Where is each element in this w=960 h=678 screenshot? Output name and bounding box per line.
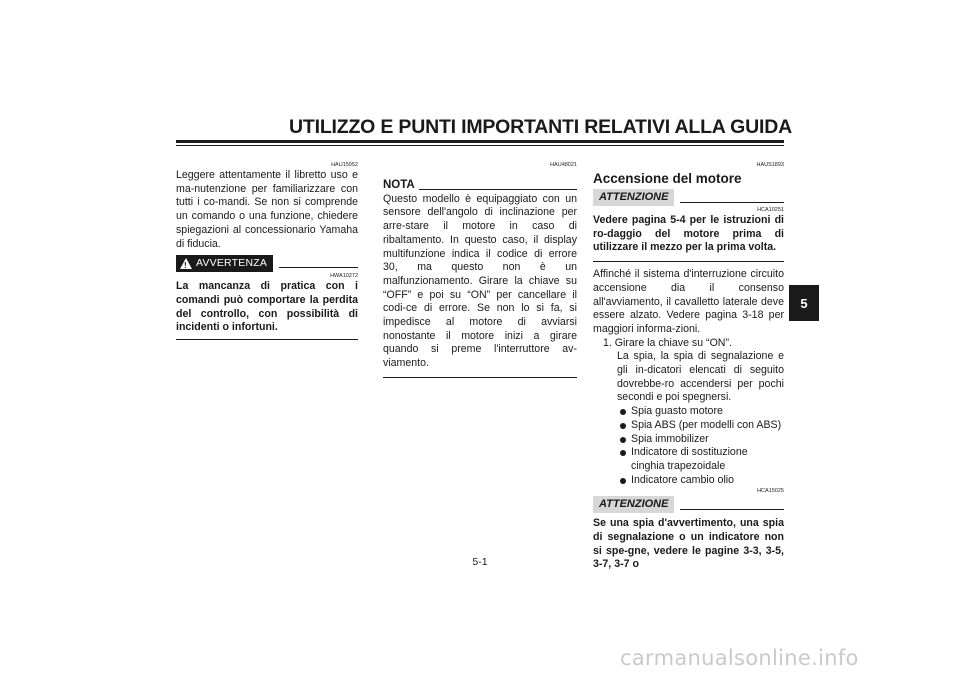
step-1: 1. Girare la chiave su “ON”. [603,336,732,349]
caution-header-rule [680,509,784,510]
watermark: carmanualsonline.info [620,646,859,670]
list-item: Spia guasto motore [619,405,784,419]
page-number: 5-1 [472,556,488,568]
column-left [176,161,358,340]
body-paragraph: Affinché il sistema d'interruzione circuito accensione dia il consenso all'avviamento, il cavalletto laterale deve essere alzato. Vedere pagina 3-18 per maggiori informa-zioni. [593,268,784,335]
note-end-rule [383,377,577,378]
warning-text: La mancanza di pratica con i comandi può comportare la perdita del controllo, con possibilità di incidenti o infortuni. [176,280,358,334]
chapter-tab[interactable]: 5 [789,285,819,321]
caution-header-rule [680,202,784,203]
header-rule [176,140,784,143]
caution-code: HCA15025 [757,488,784,495]
caution-end-rule [593,261,784,262]
note-header [383,179,577,193]
caution-badge: ATTENZIONE [593,189,674,206]
warning-triangle-icon [180,258,192,269]
caution-text: Se una spia d'avvertimento, una spia di segnalazione o un indicatore non si spe-gne, vedere le pagine 3-3, 3-5, 3-7, 3-7 o [593,517,784,571]
caution-header [593,189,784,206]
header-rule-thin [176,145,784,146]
section-title: Accensione del motore [593,171,742,186]
note-text: Questo modello è equipaggiato con un sensore dell'angolo di inclinazione per arre-stare il motore in caso di ribaltamento. In questo caso, il display multifunzione indica il codice di errore 30, ma questo non è un malfunzionamento. Girare la chiave su “OFF” e poi su “ON” per cancellare il codi-ce di errore. Se non lo si fa, si impedisce al motore di avviarsi nonostante il motore inizi a girare quando si preme l'interruttore av-viamento. [383,192,577,370]
warning-end-rule [176,339,358,340]
step-1-body: La spia, la spia di segnalazione e gli in-dicatori elencati di seguito dovrebbe-ro accendersi per pochi secondi e poi spegnersi. [617,350,784,404]
warning-code: HWA10272 [330,273,358,280]
column-right [593,161,784,572]
column-middle [383,161,577,378]
caution-badge: ATTENZIONE [593,496,674,513]
ref-code: HAU48021 [550,162,577,168]
warning-header [176,255,358,272]
caution-header [593,496,784,513]
warning-header-rule [279,267,358,268]
note-label: NOTA [383,179,415,191]
page-title: UTILIZZO E PUNTI IMPORTANTI RELATIVI ALLA GUIDA [289,116,792,138]
note-header-rule [419,189,577,190]
list-item: Spia ABS (per modelli con ABS) [619,419,784,433]
list-item: Spia immobilizer [619,433,784,447]
caution-text: Vedere pagina 5-4 per le istruzioni di ro-daggio del motore prima di utilizzare il mezzo per la prima volta. [593,214,784,254]
warning-label: AVVERTENZA [196,256,268,269]
indicator-list [593,405,784,487]
list-item: Indicatore cambio olio [619,474,784,488]
ref-code: HAUS1893 [756,162,784,168]
caution-code: HCA10251 [757,207,784,213]
intro-paragraph: Leggere attentamente il libretto uso e ma-nutenzione per familiarizzare con tutti i co-mandi. Se non si comprende un comando o una funzione, chiedere spiegazioni al concessionario Yamaha di fiducia. [176,169,358,250]
list-item: Indicatore di sostituzione cinghia trapezoidale [619,446,784,473]
warning-badge [176,255,273,272]
ref-code: HAU15952 [331,162,358,168]
